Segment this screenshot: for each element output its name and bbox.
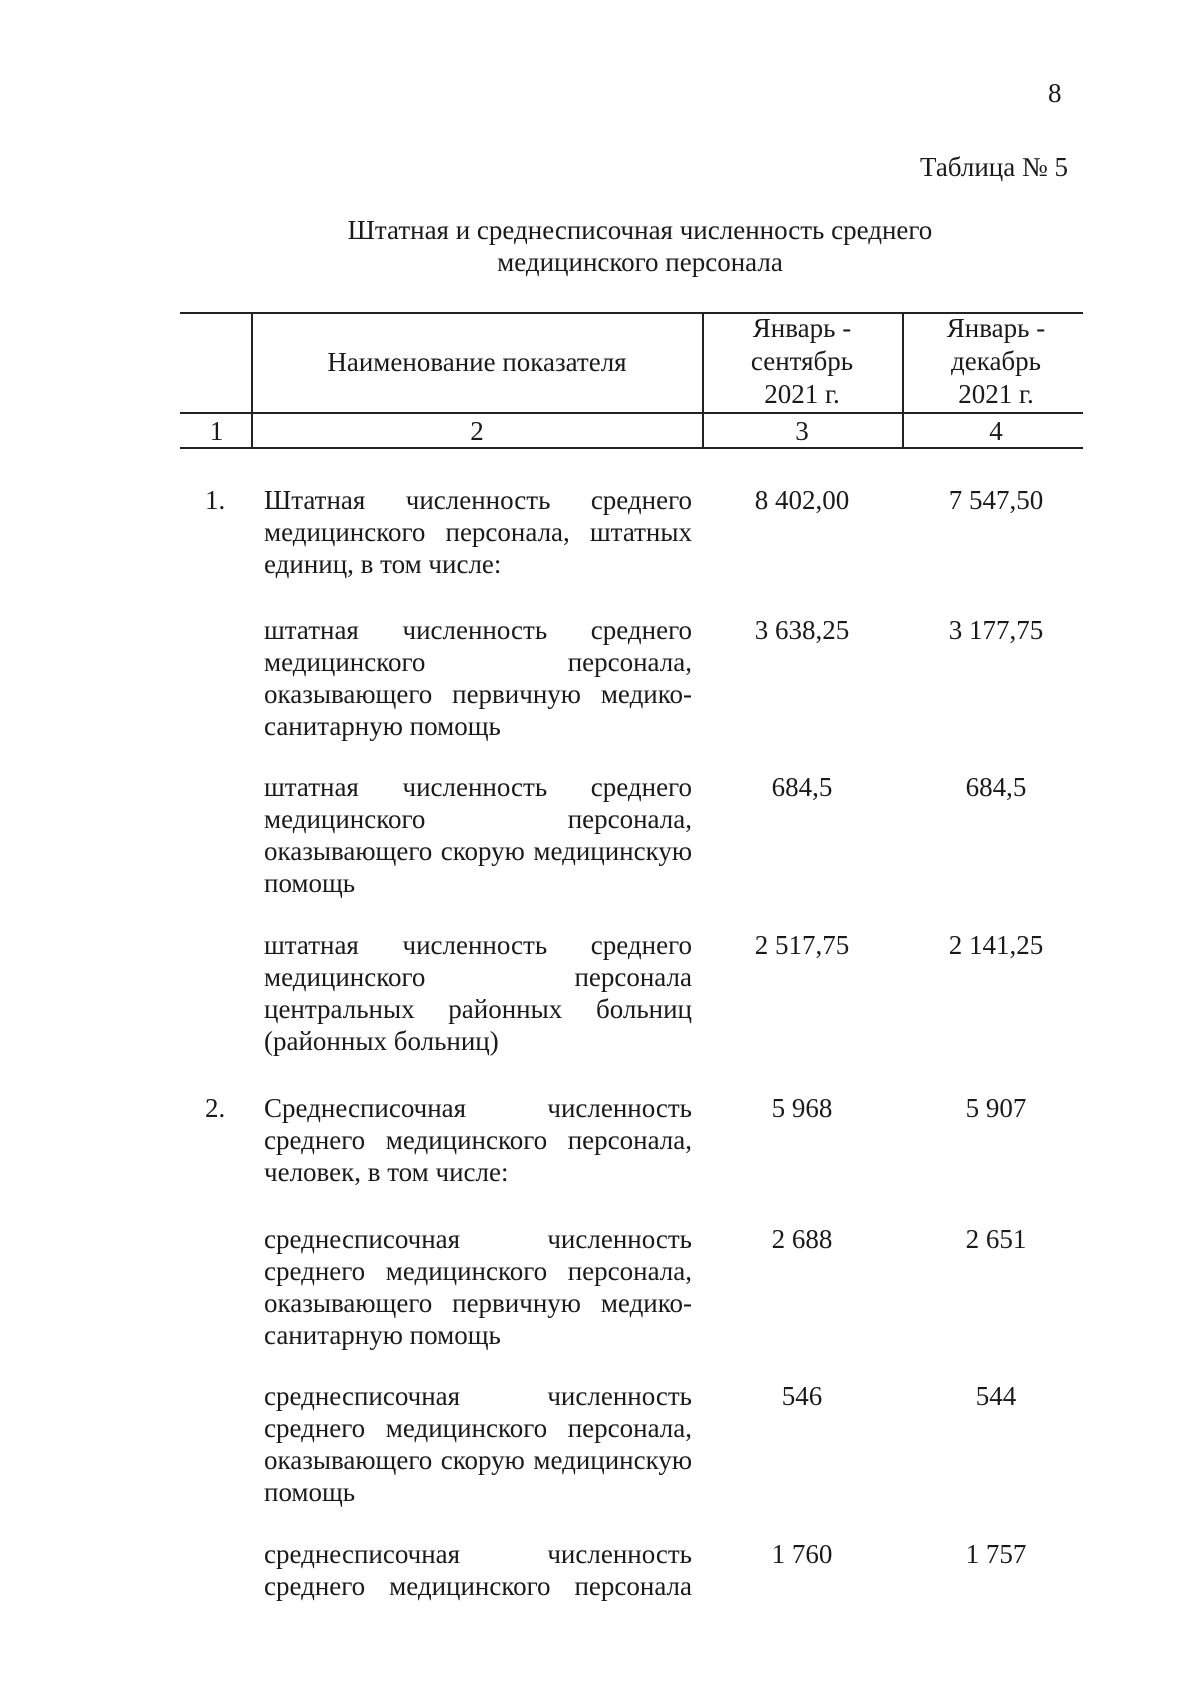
row-value-jan-sep: 5 968 — [771, 1093, 833, 1123]
row-value-jan-dec: 1 757 — [965, 1539, 1027, 1569]
header-bottom-rule — [180, 412, 1083, 414]
row-value-jan-dec: 3 177,75 — [948, 615, 1044, 645]
header-col4-line-3: 2021 г. — [958, 379, 1034, 409]
row-value-jan-dec: 2 651 — [965, 1224, 1027, 1254]
row-number: 1. — [205, 485, 226, 515]
row-indicator-name: Штатная численность среднего медицинского персонала, штатных единиц, в том числе: — [264, 485, 692, 579]
header-col3-line-1: Январь - — [752, 313, 852, 343]
column-number-4: 4 — [989, 416, 1003, 446]
header-indicator-name — [254, 346, 700, 379]
row-value-jan-sep: 2 517,75 — [754, 930, 850, 960]
row-indicator-name: штатная численность среднего медицинского персонала, оказывающего скорую медицинскую помощь — [264, 772, 692, 898]
column-number-2: 2 — [470, 416, 484, 446]
row-value-jan-dec: 544 — [975, 1381, 1017, 1411]
row-value-jan-dec: 5 907 — [965, 1093, 1027, 1123]
row-indicator-name: среднесписочная численность среднего медицинского персонала, оказывающего первичную медико-санитарную помощь — [264, 1224, 692, 1350]
row-number: 2. — [205, 1093, 226, 1123]
row-value-jan-sep: 3 638,25 — [754, 615, 850, 645]
table-title-line-1: Штатная и среднесписочная численность среднего — [347, 215, 933, 245]
page-number: 8 — [1048, 78, 1062, 108]
column-number-3: 3 — [795, 416, 809, 446]
row-value-jan-dec: 2 141,25 — [948, 930, 1044, 960]
column-number-1: 1 — [209, 416, 224, 446]
table-title — [300, 214, 980, 278]
row-indicator-name: штатная численность среднего медицинского персонала центральных районных больниц (районных больниц) — [264, 930, 692, 1056]
header-col3-line-3: 2021 г. — [764, 379, 840, 409]
row-value-jan-sep: 684,5 — [771, 772, 833, 802]
row-value-jan-dec: 7 547,50 — [948, 485, 1044, 515]
header-period-jan-sep — [704, 312, 900, 411]
row-indicator-name: среднесписочная численность среднего медицинского персонала, оказывающего скорую медицинскую помощь — [264, 1381, 692, 1507]
row-indicator-name: Среднесписочная численность среднего медицинского персонала, человек, в том числе: — [264, 1093, 692, 1187]
header-col4-line-1: Январь - — [946, 313, 1046, 343]
row-value-jan-sep: 2 688 — [771, 1224, 833, 1254]
row-indicator-name: штатная численность среднего медицинского персонала, оказывающего первичную медико-санитарную помощь — [264, 615, 692, 741]
header-indicator-name-text: Наименование показателя — [327, 347, 627, 377]
divider-col-1-2 — [251, 312, 253, 447]
row-value-jan-sep: 1 760 — [771, 1539, 833, 1569]
column-numbers-bottom-rule — [180, 447, 1083, 449]
row-value-jan-dec: 684,5 — [965, 772, 1027, 802]
header-col4-line-2: декабрь — [951, 346, 1041, 376]
header-col3-line-2: сентябрь — [750, 346, 854, 376]
row-value-jan-sep: 546 — [781, 1381, 823, 1411]
row-value-jan-sep: 8 402,00 — [754, 485, 850, 515]
table-title-line-2: медицинского персонала — [497, 247, 783, 277]
table-label: Таблица № 5 — [920, 152, 1068, 182]
header-period-jan-dec — [904, 312, 1088, 411]
row-indicator-name: среднесписочная численность среднего медицинского персонала — [264, 1539, 692, 1601]
